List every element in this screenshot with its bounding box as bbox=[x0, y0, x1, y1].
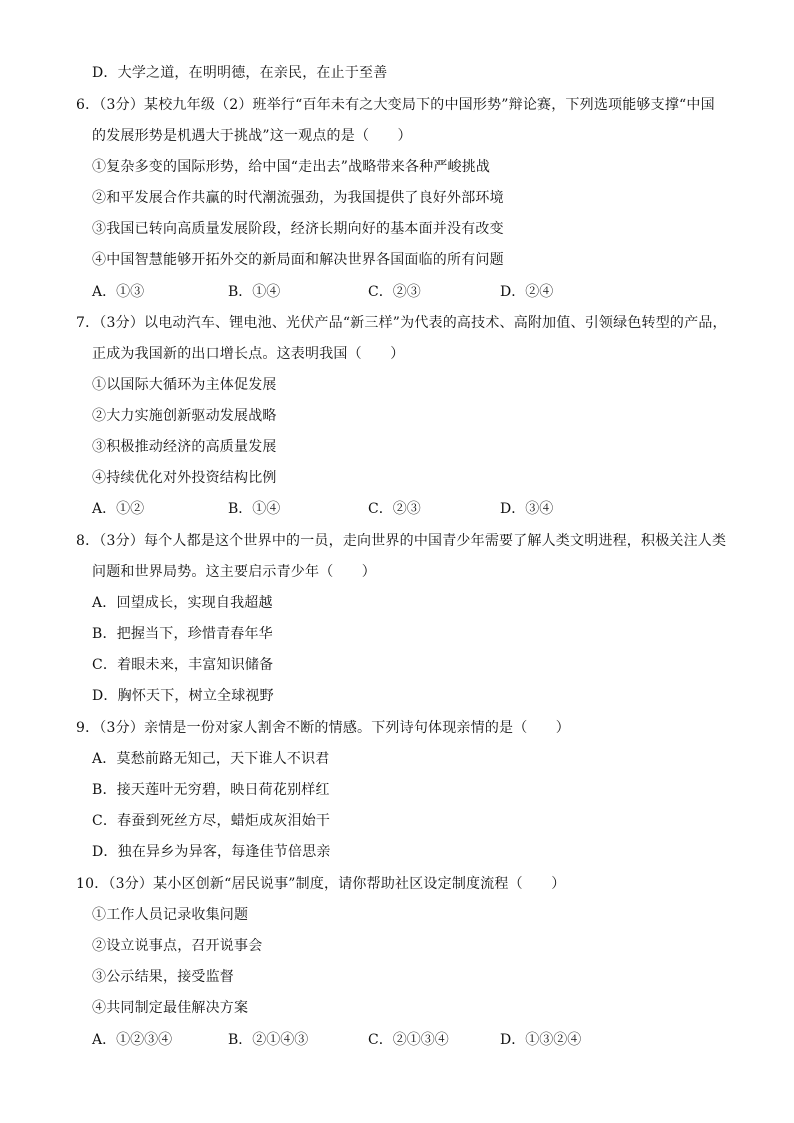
q7-option-c[interactable]: C．②③ bbox=[368, 501, 421, 517]
q6-item-1: ①复杂多变的国际形势，给中国“走出去”战略带来各种严峻挑战 bbox=[92, 159, 491, 175]
q9-stem-line1: 9．（3分）亲情是一份对家人割舍不断的情感。下列诗句体现亲情的是（ ） bbox=[76, 720, 571, 736]
q6-item-3: ③我国已转向高质量发展阶段，经济长期向好的基本面并没有改变 bbox=[92, 221, 504, 237]
q7-option-a[interactable]: A．①② bbox=[92, 501, 145, 517]
q7-item-3: ③积极推动经济的高质量发展 bbox=[92, 439, 277, 455]
q8-stem-line1: 8．（3分）每个人都是这个世界中的一员，走向世界的中国青少年需要了解人类文明进程，积极关注人类 bbox=[76, 533, 727, 549]
q6-option-b[interactable]: B．①④ bbox=[228, 284, 281, 300]
q10-item-1: ①工作人员记录收集问题 bbox=[92, 907, 249, 923]
q8-stem-line2: 问题和世界局势。这主要启示青少年（ ） bbox=[92, 564, 376, 580]
q6-option-d[interactable]: D．②④ bbox=[500, 284, 554, 300]
q10-item-3: ③公示结果，接受监督 bbox=[92, 969, 234, 985]
q7-item-4: ④持续优化对外投资结构比例 bbox=[92, 470, 277, 486]
q7-item-2: ②大力实施创新驱动发展战略 bbox=[92, 408, 277, 424]
q6-option-c[interactable]: C．②③ bbox=[368, 284, 421, 300]
q8-choice-c[interactable]: C．着眼未来，丰富知识储备 bbox=[92, 657, 274, 673]
q6-option-a[interactable]: A．①③ bbox=[92, 284, 145, 300]
q9-choice-a[interactable]: A．莫愁前路无知己，天下谁人不识君 bbox=[92, 751, 330, 767]
q10-item-4: ④共同制定最佳解决方案 bbox=[92, 1000, 249, 1016]
q7-item-1: ①以国际大循环为主体促发展 bbox=[92, 377, 277, 393]
q10-stem-line1: 10．（3分）某小区创新“居民说事”制度，请你帮助社区设定制度流程（ ） bbox=[76, 876, 566, 892]
prev-option-d: D．大学之道，在明明德，在亲民，在止于至善 bbox=[92, 65, 388, 81]
q7-option-b[interactable]: B．①④ bbox=[228, 501, 281, 517]
q10-option-a[interactable]: A．①②③④ bbox=[92, 1032, 173, 1048]
q10-option-d[interactable]: D．①③②④ bbox=[500, 1032, 582, 1048]
q10-option-c[interactable]: C．②①③④ bbox=[368, 1032, 449, 1048]
q8-choice-b[interactable]: B．把握当下，珍惜青春年华 bbox=[92, 626, 273, 642]
q6-item-2: ②和平发展合作共赢的时代潮流强劲，为我国提供了良好外部环境 bbox=[92, 190, 504, 206]
q7-stem-line2: 正成为我国新的出口增长点。这表明我国（ ） bbox=[92, 346, 405, 362]
q6-stem-line1: 6．（3分）某校九年级（2）班举行“百年未有之大变局下的中国形势”辩论赛，下列选项能够支撑“中国 bbox=[76, 97, 715, 113]
q7-stem-line1: 7．（3分）以电动汽车、锂电池、光伏产品“新三样”为代表的高技术、高附加值、引领绿色转型的产品， bbox=[76, 315, 727, 331]
q7-option-d[interactable]: D．③④ bbox=[500, 501, 554, 517]
q9-choice-c[interactable]: C．春蚕到死丝方尽，蜡炬成灰泪始干 bbox=[92, 813, 331, 829]
q8-choice-a[interactable]: A．回望成长，实现自我超越 bbox=[92, 595, 273, 611]
q6-stem-line2: 的发展形势是机遇大于挑战”这一观点的是（ ） bbox=[92, 128, 412, 144]
q9-choice-b[interactable]: B．接天莲叶无穷碧，映日荷花别样红 bbox=[92, 782, 330, 798]
q6-item-4: ④中国智慧能够开拓外交的新局面和解决世界各国面临的所有问题 bbox=[92, 252, 504, 268]
q10-item-2: ②设立说事点，召开说事会 bbox=[92, 938, 263, 954]
q9-choice-d[interactable]: D．独在异乡为异客，每逢佳节倍思亲 bbox=[92, 844, 331, 860]
q10-option-b[interactable]: B．②①④③ bbox=[228, 1032, 309, 1048]
q8-choice-d[interactable]: D．胸怀天下，树立全球视野 bbox=[92, 688, 274, 704]
